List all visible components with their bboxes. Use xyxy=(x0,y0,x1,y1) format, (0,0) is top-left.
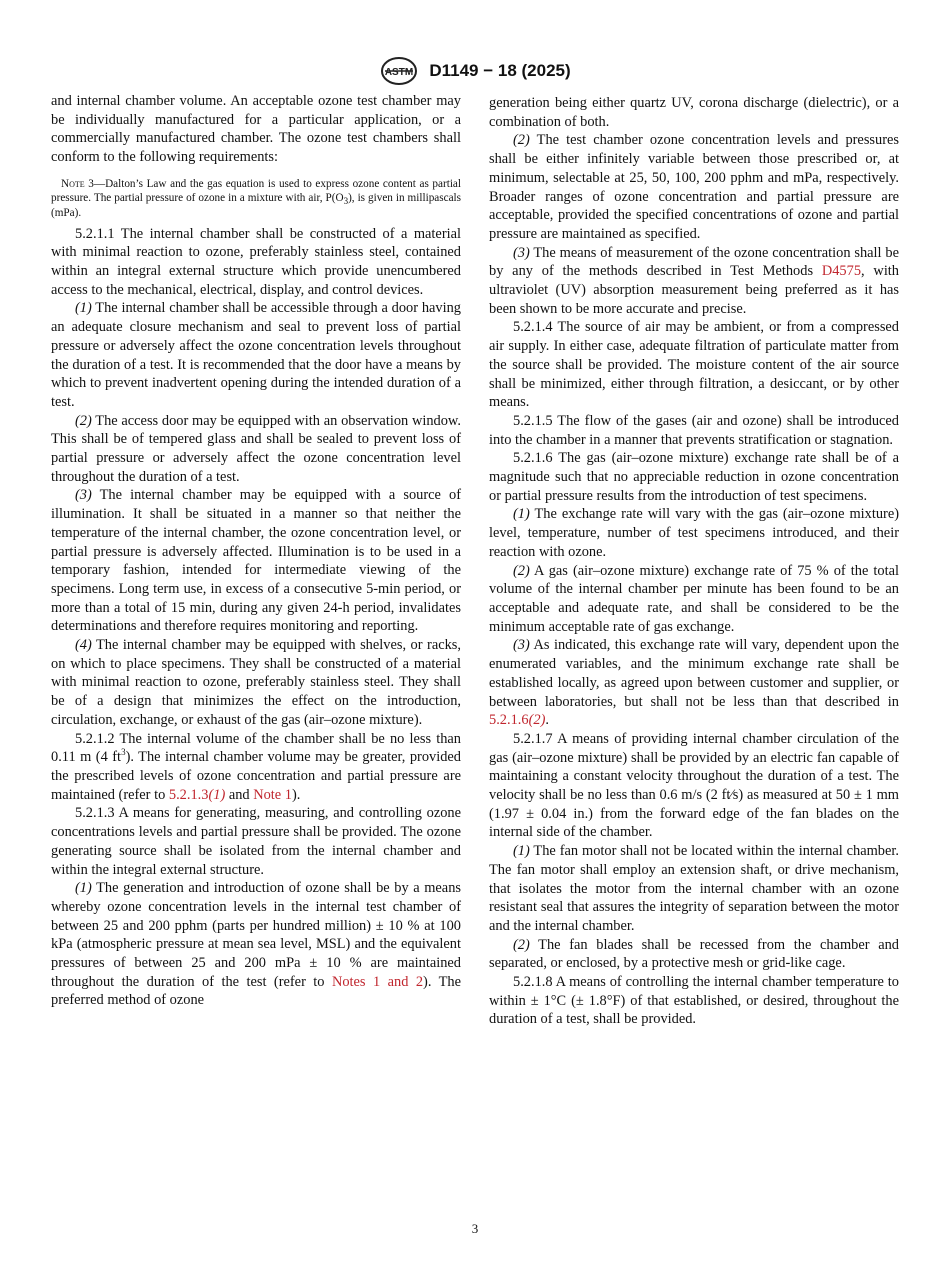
paragraph-continued: generation being either quartz UV, corona discharge (dielectric), or a combination of both. xyxy=(489,95,899,130)
item-measurement: (3) The means of measurement of the ozone concentration shall be by any of the methods described in Test Methods D4575, with ultraviolet (UV) absorption measurement being preferred as it has been shown to be more accurate and precise. xyxy=(489,244,900,317)
item-exchange-rate: (2) A gas (air–ozone mixture) exchange rate of 75 % of the total volume of the internal chamber per minute has been found to be an acceptable and adequate rate, and shall be considered to be the minimum acceptable rate of gas exchange. xyxy=(489,562,899,635)
item-exchange-local: (3) As indicated, this exchange rate will vary, dependent upon the enumerated variables, and the minimum exchange rate shall be established locally, as agreed upon between customer and supplier, or between laboratories, but shall not be less than that described in 5.2.1.6(2). xyxy=(489,637,899,729)
item-shelves: (4) The internal chamber may be equipped with shelves, or racks, on which to place specimens. They shall be constructed of a material with minimal reaction to ozone, preferably stainless steel. They shall be of a design that minimizes the effect on the introduction, circulation, exchange, or exhaust of the gas (air–ozone mixture). xyxy=(51,637,461,728)
section-5-2-1-8: 5.2.1.8 A means of controlling the internal chamber temperature to within ± 1°C (± 1.8°F) of that established, or desired, throughout the duration of a test, shall be provided. xyxy=(489,974,899,1028)
item-door: (1) The internal chamber shall be accessible through a door having an adequate closure mechanism and seal to prevent loss of partial pressure or adversely affect the ozone concentration levels throughout the duration of a test. It is recommended that the door have a means by which to prevent inadvertent opening during the intended duration of a test. xyxy=(51,300,461,410)
link-notes-1-and-2[interactable]: Notes 1 and 2 xyxy=(331,973,424,990)
paragraph-intro: and internal chamber volume. An acceptable ozone test chamber may be individually manufactured for a particular application, or a commercially manufactured chamber. The ozone test chambers shall conform to the following requirements: xyxy=(51,93,461,166)
page-number: 3 xyxy=(471,1221,479,1236)
right-column xyxy=(489,94,899,1029)
document-designation: D1149 − 18 (2025) xyxy=(429,61,571,80)
link-d4575[interactable]: D4575 xyxy=(821,263,862,280)
link-5-2-1-3[interactable]: 5.2.1.3(1) xyxy=(168,786,226,803)
astm-logo-icon xyxy=(379,56,419,86)
section-5-2-1-6: 5.2.1.6 The gas (air–ozone mixture) exchange rate shall be of a magnitude such that no appreciable reduction in ozone concentration or partial pressure results from the introduction of test specimens. xyxy=(489,450,899,504)
link-5-2-1-6[interactable]: 5.2.1.6(2) xyxy=(489,712,546,729)
page-header xyxy=(0,56,950,86)
item-generation: (1) The generation and introduction of ozone shall be by a means whereby ozone concentration levels in the internal test chamber of between 25 and 200 pphm (parts per hundred million) ± 10 % at 100 kPa (atmospheric pressure at mean sea level, MSL) and the equivalent pressures of between 25 and 200 mPa ± 10 % are maintained throughout the duration of the test (refer to Notes 1 and 2). The preferred method of ozone xyxy=(51,880,461,1009)
item-exchange-vary: (1) The exchange rate will vary with the gas (air–ozone mixture) level, temperature, number of test specimens introduced, and their reaction with ozone. xyxy=(489,506,899,560)
item-fan-blades: (2) The fan blades shall be recessed from the chamber and separated, or enclosed, by a protective mesh or grid-like cage. xyxy=(489,936,899,972)
item-concentration-levels: (2) The test chamber ozone concentration levels and pressures shall be either infinitely variable between those prescribed or, at minimum, selectable at 25, 50, 100, 200 pphm and mPa, respectively. Broader ranges of ozone concentration and partial pressure are acceptable, provided the specified concentrations of ozone and partial pressure are maintained as specified. xyxy=(489,132,899,242)
section-5-2-1-5: 5.2.1.5 The flow of the gases (air and ozone) shall be introduced into the chamber in a manner that prevents stratification or stagnation. xyxy=(489,412,899,448)
item-fan-motor: (1) The fan motor shall not be located within the internal chamber. The fan motor shall employ an extension shaft, or drive mechanism, that isolates the motor from the internal chamber with an ozone resistant seal that assures the integrity of separation between the motor and the internal chamber. xyxy=(489,843,899,934)
section-5-2-1-2: 5.2.1.2 The internal volume of the chamber shall be no less than 0.11 m (4 $ft^3$). The internal chamber volume may be greater, provided the prescribed levels of ozone concentration and partial pressure are maintained (refer to 5.2.1.3(1) and Note 1). xyxy=(51,730,461,803)
item-illumination: (3) The internal chamber may be equipped with a source of illumination. It shall be situated in a manner so that neither the temperature of the internal chamber, the ozone concentration level, or partial pressure is adversely affected. Illumination is to be used in a temporary fashion, intended for intermediate viewing of the specimens. Long term use, in excess of a consecutive 5-min period, or more than a total of 15 min, during any given 24-h period, invalidates determinations and therefore requires monitoring and reporting. xyxy=(51,487,461,635)
left-column xyxy=(51,92,461,1010)
section-5-2-1-1: 5.2.1.1 The internal chamber shall be constructed of a material with minimal reaction to ozone, preferably stainless steel, contained within an integral external structure which provide unencumbered access to the mechanical, electrical, display, and control devices. xyxy=(51,225,461,298)
item-window: (2) The access door may be equipped with an observation window. This shall be of tempered glass and shall be sealed to prevent loss of partial pressure or adversely affect the ozone concentration level throughout the duration of a test. xyxy=(51,412,461,485)
section-5-2-1-4: 5.2.1.4 The source of air may be ambient, or from a compressed air supply. In either case, adequate filtration of particulate matter from the source shall be provided. The moisture content of the air source shall be minimized, either through filtration, a desiccant, or by other means. xyxy=(489,319,899,411)
link-note-1[interactable]: Note 1 xyxy=(253,786,292,803)
note-3: Note 3—Dalton’s Law and the gas equation is used to express ozone content as partial pressure. The partial pressure of ozone in a mixture with air, $P(O_3)$, is given in millipascals (mPa). xyxy=(51,177,462,219)
svg-text:ASTM: ASTM xyxy=(385,67,414,78)
section-5-2-1-7: 5.2.1.7 A means of providing internal chamber circulation of the gas (air–ozone mixture) shall be provided by an electric fan capable of maintaining a constant velocity throughout the duration of a test. The velocity shall be no less than 0.6 m/s (2 ft⁄s) as measured at 50 ± 1 mm (1.97 ± 0.04 in.) from the forward edge of the fan blades on the internal side of the chamber. xyxy=(489,730,899,841)
section-5-2-1-3: 5.2.1.3 A means for generating, measuring, and controlling ozone concentrations levels and partial pressure shall be provided. The ozone generating source shall be isolated from the internal chamber and within the integral external structure. xyxy=(51,805,461,878)
